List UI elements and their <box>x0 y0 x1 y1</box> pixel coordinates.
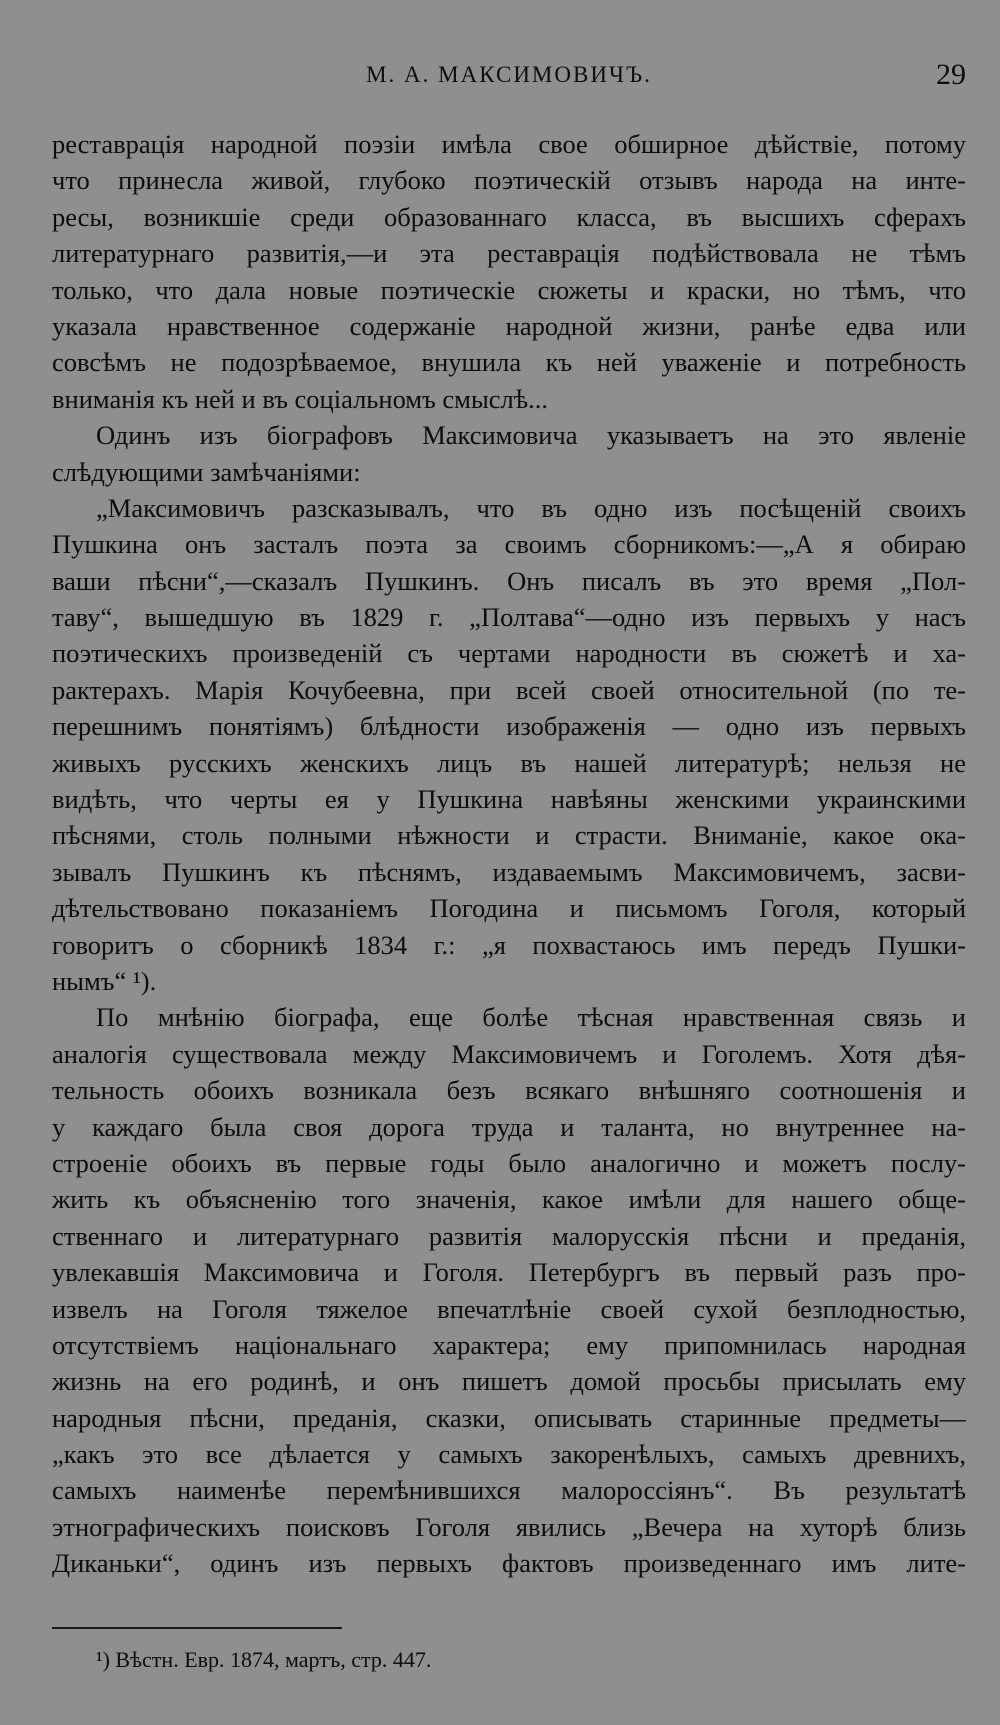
text-line: таву“, вышедшую въ 1829 г. „Полтава“—одно изъ первыхъ у насъ <box>52 602 966 633</box>
text-line: литературнаго развитія,—и эта реставрація подѣйствовала не тѣмъ <box>52 238 966 269</box>
text-line: Диканьки“, одинъ изъ первыхъ фактовъ произведеннаго имъ лите- <box>52 1548 966 1579</box>
footnote-divider <box>52 1627 342 1629</box>
text-line: извелъ на Гоголя тяжелое впечатлѣніе своей сухой безплодностью, <box>52 1293 966 1324</box>
text-line: рактерахъ. Марія Кочубеевна, при всей своей относительной (по те- <box>52 674 966 705</box>
text-line: аналогія существовала между Максимовичемъ и Гоголемъ. Хотя дѣя- <box>52 1038 966 1069</box>
footnote: ¹) Вѣстн. Евр. 1874, мартъ, стр. 447. <box>96 1647 432 1672</box>
text-line: жизнь на его родинѣ, и онъ пишетъ домой просьбы присылать ему <box>52 1366 966 1397</box>
text-line: пѣснями, столь полными нѣжности и страсти. Вниманіе, какое ока- <box>52 820 966 851</box>
text-line: дѣтельствовано показаніемъ Погодина и письмомъ Гоголя, который <box>52 893 966 924</box>
text-line: живыхъ русскихъ женскихъ лицъ въ нашей литературѣ; нельзя не <box>52 747 966 778</box>
text-line: перешнимъ понятіямъ) блѣдности изображенія — одно изъ первыхъ <box>52 711 966 742</box>
text-line: нымъ“ ¹). <box>52 965 157 996</box>
page-number: 29 <box>936 58 966 91</box>
text-line: поэтическихъ произведеній съ чертами народности въ сюжетѣ и ха- <box>52 638 966 669</box>
text-line: реставрація народной поэзіи имѣла свое обширное дѣйствіе, потому <box>52 129 966 159</box>
text-line: По мнѣнію біографа, еще болѣе тѣсная нравственная связь и <box>96 1002 966 1033</box>
text-line: слѣдующими замѣчаніями: <box>52 456 361 487</box>
text-line: ресы, возникшіе среди образованнаго класса, въ высшихъ сферахъ <box>52 201 966 232</box>
text-line: указала нравственное содержаніе народной жизни, ранѣе едва или <box>52 310 966 341</box>
running-head <box>52 58 966 102</box>
text-line: зывалъ Пушкинъ къ пѣснямъ, издаваемымъ Максимовичемъ, засви- <box>52 856 966 887</box>
text-line: народныя пѣсни, преданія, сказки, описывать старинные предметы— <box>52 1402 966 1433</box>
text-line: отсутствіемъ національнаго характера; ему припомнилась народная <box>52 1329 966 1360</box>
text-line: самыхъ наименѣе перемѣнившихся малороссіянъ“. Въ результатѣ <box>52 1475 966 1506</box>
text-line: только, что дала новые поэтическіе сюжеты и краски, но тѣмъ, что <box>52 274 966 305</box>
body-text <box>52 126 966 1582</box>
text-line: говоритъ о сборникѣ 1834 г.: „я похвастаюсь имъ передъ Пушки- <box>52 929 966 960</box>
text-line: что принесла живой, глубоко поэтическій отзывъ народа на инте- <box>52 165 966 196</box>
text-line: увлекавшія Максимовича и Гоголя. Петербургъ въ первый разъ про- <box>52 1257 966 1288</box>
text-line: этнографическихъ поисковъ Гоголя явились „Вечера на хуторѣ близь <box>52 1511 966 1542</box>
text-line: „Максимовичъ разсказывалъ, что въ одно изъ посѣщеній своихъ <box>96 492 966 523</box>
text-line: жить къ объясненію того значенія, какое имѣли для нашего обще- <box>52 1184 966 1215</box>
text-line: Пушкина онъ засталъ поэта за своимъ сборникомъ:—„А я обираю <box>52 529 966 560</box>
text-line: ственнаго и литературнаго развитія малорусскія пѣсни и преданія, <box>52 1220 966 1251</box>
text-line: ваши пѣсни“,—сказалъ Пушкинъ. Онъ писалъ въ это время „Пол- <box>52 565 966 596</box>
text-line: „какъ это все дѣлается у самыхъ закоренѣлыхъ, самыхъ древнихъ, <box>52 1439 966 1470</box>
text-line: видѣть, что черты ея у Пушкина навѣяны женскими украинскими <box>52 784 966 815</box>
text-line: строеніе обоихъ въ первые годы было аналогично и можетъ послу- <box>52 1147 966 1178</box>
running-title: М. А. МАКСИМОВИЧЪ. <box>366 62 652 87</box>
text-line: совсѣмъ не подозрѣваемое, внушила къ ней уваженіе и потребность <box>52 347 966 378</box>
text-line: Одинъ изъ біографовъ Максимовича указываетъ на это явленіе <box>96 420 966 451</box>
text-line: вниманія къ ней и въ соціальномъ смыслѣ... <box>52 383 548 414</box>
text-line: у каждаго была своя дорога труда и таланта, но внутреннее на- <box>52 1111 966 1142</box>
text-line: тельность обоихъ возникала безъ всякаго внѣшняго соотношенія и <box>52 1075 966 1106</box>
